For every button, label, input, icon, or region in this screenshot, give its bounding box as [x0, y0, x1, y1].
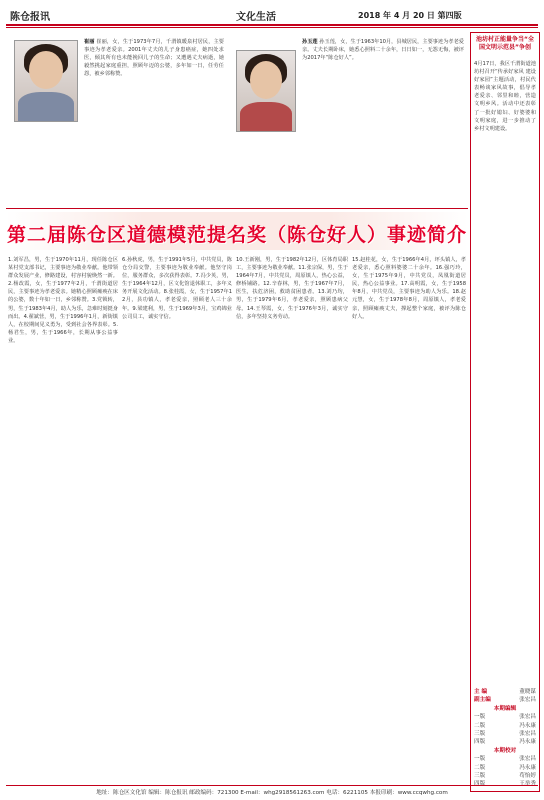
article-column-1: 1.刘军昌，男，生于1970年11月，现任陈仓区某村党支部书记，主要事迹为敬业奉献。他带领群众发展产业，修路建设，村容村貌焕然一新。2.杨改霞，女，生于1977年2月，千渭街道居民，主要事迹为孝老爱亲。她精心照顾瘫痪在床的公婆，数十年如一日，乡邻称赞。3.党锁转，男，生于1983年4月，助人为乐，急难时刻挺身而出。4.翟斌营，男，生于1996年1月，新街镇人，在校期间见义勇为，受到社会各界表彰。5.杨君生，男，生于1966年，长期从事公益事业。: [8, 257, 118, 344]
profile-name: 崔丽: [84, 39, 95, 45]
headline-banner: [6, 212, 468, 250]
staff-role: 二版: [474, 764, 486, 771]
staff-name: 冯永康: [519, 739, 536, 746]
staff-name: 张宏昌: [519, 714, 536, 721]
deputy-name: 张宏昌: [519, 697, 536, 704]
profile-text: 崔丽，女，生于1973年7月，千渭镇暖泉村居民，主要事迹为孝老爱亲。2001年丈夫的儿子身患癌症，她四处求医，倾其所有也未能挽回儿子的生命；又遭遇丈夫病逝，她毅然挑起家庭重担，照顾年迈的公婆，多年如一日，任劳任怨，被乡邻称赞。: [84, 39, 224, 78]
staff-name: 苟怡婷: [519, 773, 536, 780]
staff-role: 一版: [474, 756, 486, 763]
sidebar-heading: 池坊村正能量争当“全国文明示范县”争创: [476, 36, 534, 51]
header-rule-thin: [6, 27, 538, 28]
headline: 第二届陈仓区道德模范提名奖（陈仓好人）事迹简介: [6, 224, 467, 246]
staff-role: 四版: [474, 739, 486, 746]
staff-role: 三版: [474, 773, 486, 780]
staff-name: 张宏昌: [519, 756, 536, 763]
staff-credits: [474, 688, 536, 789]
article-column-3: 10.王新刚，男，生于1982年12月，区体育局职工，主要事迹为敬业奉献。11.张宗保，男，生于1964年7月，中共党员，周原镇人，热心公益，修桥铺路。12.辛春林，男，生于1967年7月，医生，扶危济困，救助贫困患者。13.刘乃均，男，生于1979年6月，孝老爱亲，照顾患病父母。14.王琴霞，女，生于1976年3月，诚实守信，多年坚持义务劳动。: [236, 257, 348, 320]
staff-role: 三版: [474, 731, 486, 738]
proofreaders-label: 本期校对: [493, 747, 517, 754]
article-column-2: 6.孙秋虎，男，生于1991年5月，中共党员，陈仓分局交警，主要事迹为敬业奉献。他坚守岗位，服务群众，多次获得表彰。7.冯少英，男，生于1964年12月，区文化馆退休职工，多年义务开展文化活动。8.张桂霞，女，生于1957年12月，县功镇人，孝老爱亲，照顾老人三十余年。9.梁建利，男，生于1969年3月，宝鸡锦业公司员工，诚实守信。: [122, 257, 232, 320]
portrait-photo-cui-li: [14, 40, 78, 122]
profile-sun-yulian: [302, 38, 464, 206]
profile-text: 孙玉莲，女，生于1963年10月，县城居民，主要事迹为孝老爱亲。丈夫长期卧床，她悉心照料二十余年，日日如一，无怨无悔，被评为2017年“陈仓好人”。: [302, 39, 464, 62]
portrait-photo-sun-yulian: [236, 50, 296, 132]
staff-name: 冯永康: [519, 764, 536, 771]
deputy-label: 副主编: [474, 697, 491, 704]
section-divider: [6, 208, 468, 209]
profile-name: 孙玉莲: [302, 39, 318, 45]
staff-name: 冯永康: [519, 722, 536, 729]
staff-name: 王举秀: [519, 781, 536, 788]
editor-name: 董晓谋: [519, 689, 536, 695]
staff-role: 四版: [474, 781, 486, 788]
issue-editors-label: 本期编辑: [493, 705, 517, 712]
sidebar-article: 4月17日，我区千渭街道池坊村召开“传承好家风 建设好家园”主题活动，村民代表畅谈家风故事，倡导孝老爱亲、邻里和睦，营造文明乡风。活动中还表彰了一批好媳妇、好婆婆和文明家庭，进一步推动了乡村文明建设。: [474, 61, 536, 132]
footer: 地址：陈仓区文化馆 编辑：陈仓报讯 邮政编码：721300 E-mail：whg2918561263.com 电话：6221105 本报印刷：www.ccqwhg.com: [6, 785, 538, 796]
paper-name: 陈仓报讯: [10, 12, 50, 23]
editor-label: 主 编: [474, 689, 488, 695]
staff-role: 二版: [474, 722, 486, 729]
header-rule: [6, 24, 538, 26]
date-issue: 2018 年 4 月 20 日 第四版: [358, 11, 462, 20]
article-column-4: 15.赵桂花，女，生于1966年4月，坪头镇人，孝老爱亲，悉心照料婆婆二十余年。16.强巧玲，女，生于1975年9月，中共党员，凤凰街道居民，热心公益事业。17.高明霞，女，生于1958年8月，中共党员，主要事迹为助人为乐。18.赵元慧，女，生于1978年8月，周原镇人，孝老爱亲，照顾瘫痪丈夫，撑起整个家庭，被评为陈仓好人。: [352, 257, 466, 320]
section-title: 文化生活: [236, 12, 276, 23]
profile-cui-li: [84, 38, 224, 206]
staff-role: 一版: [474, 714, 486, 721]
staff-name: 张宏昌: [519, 731, 536, 738]
